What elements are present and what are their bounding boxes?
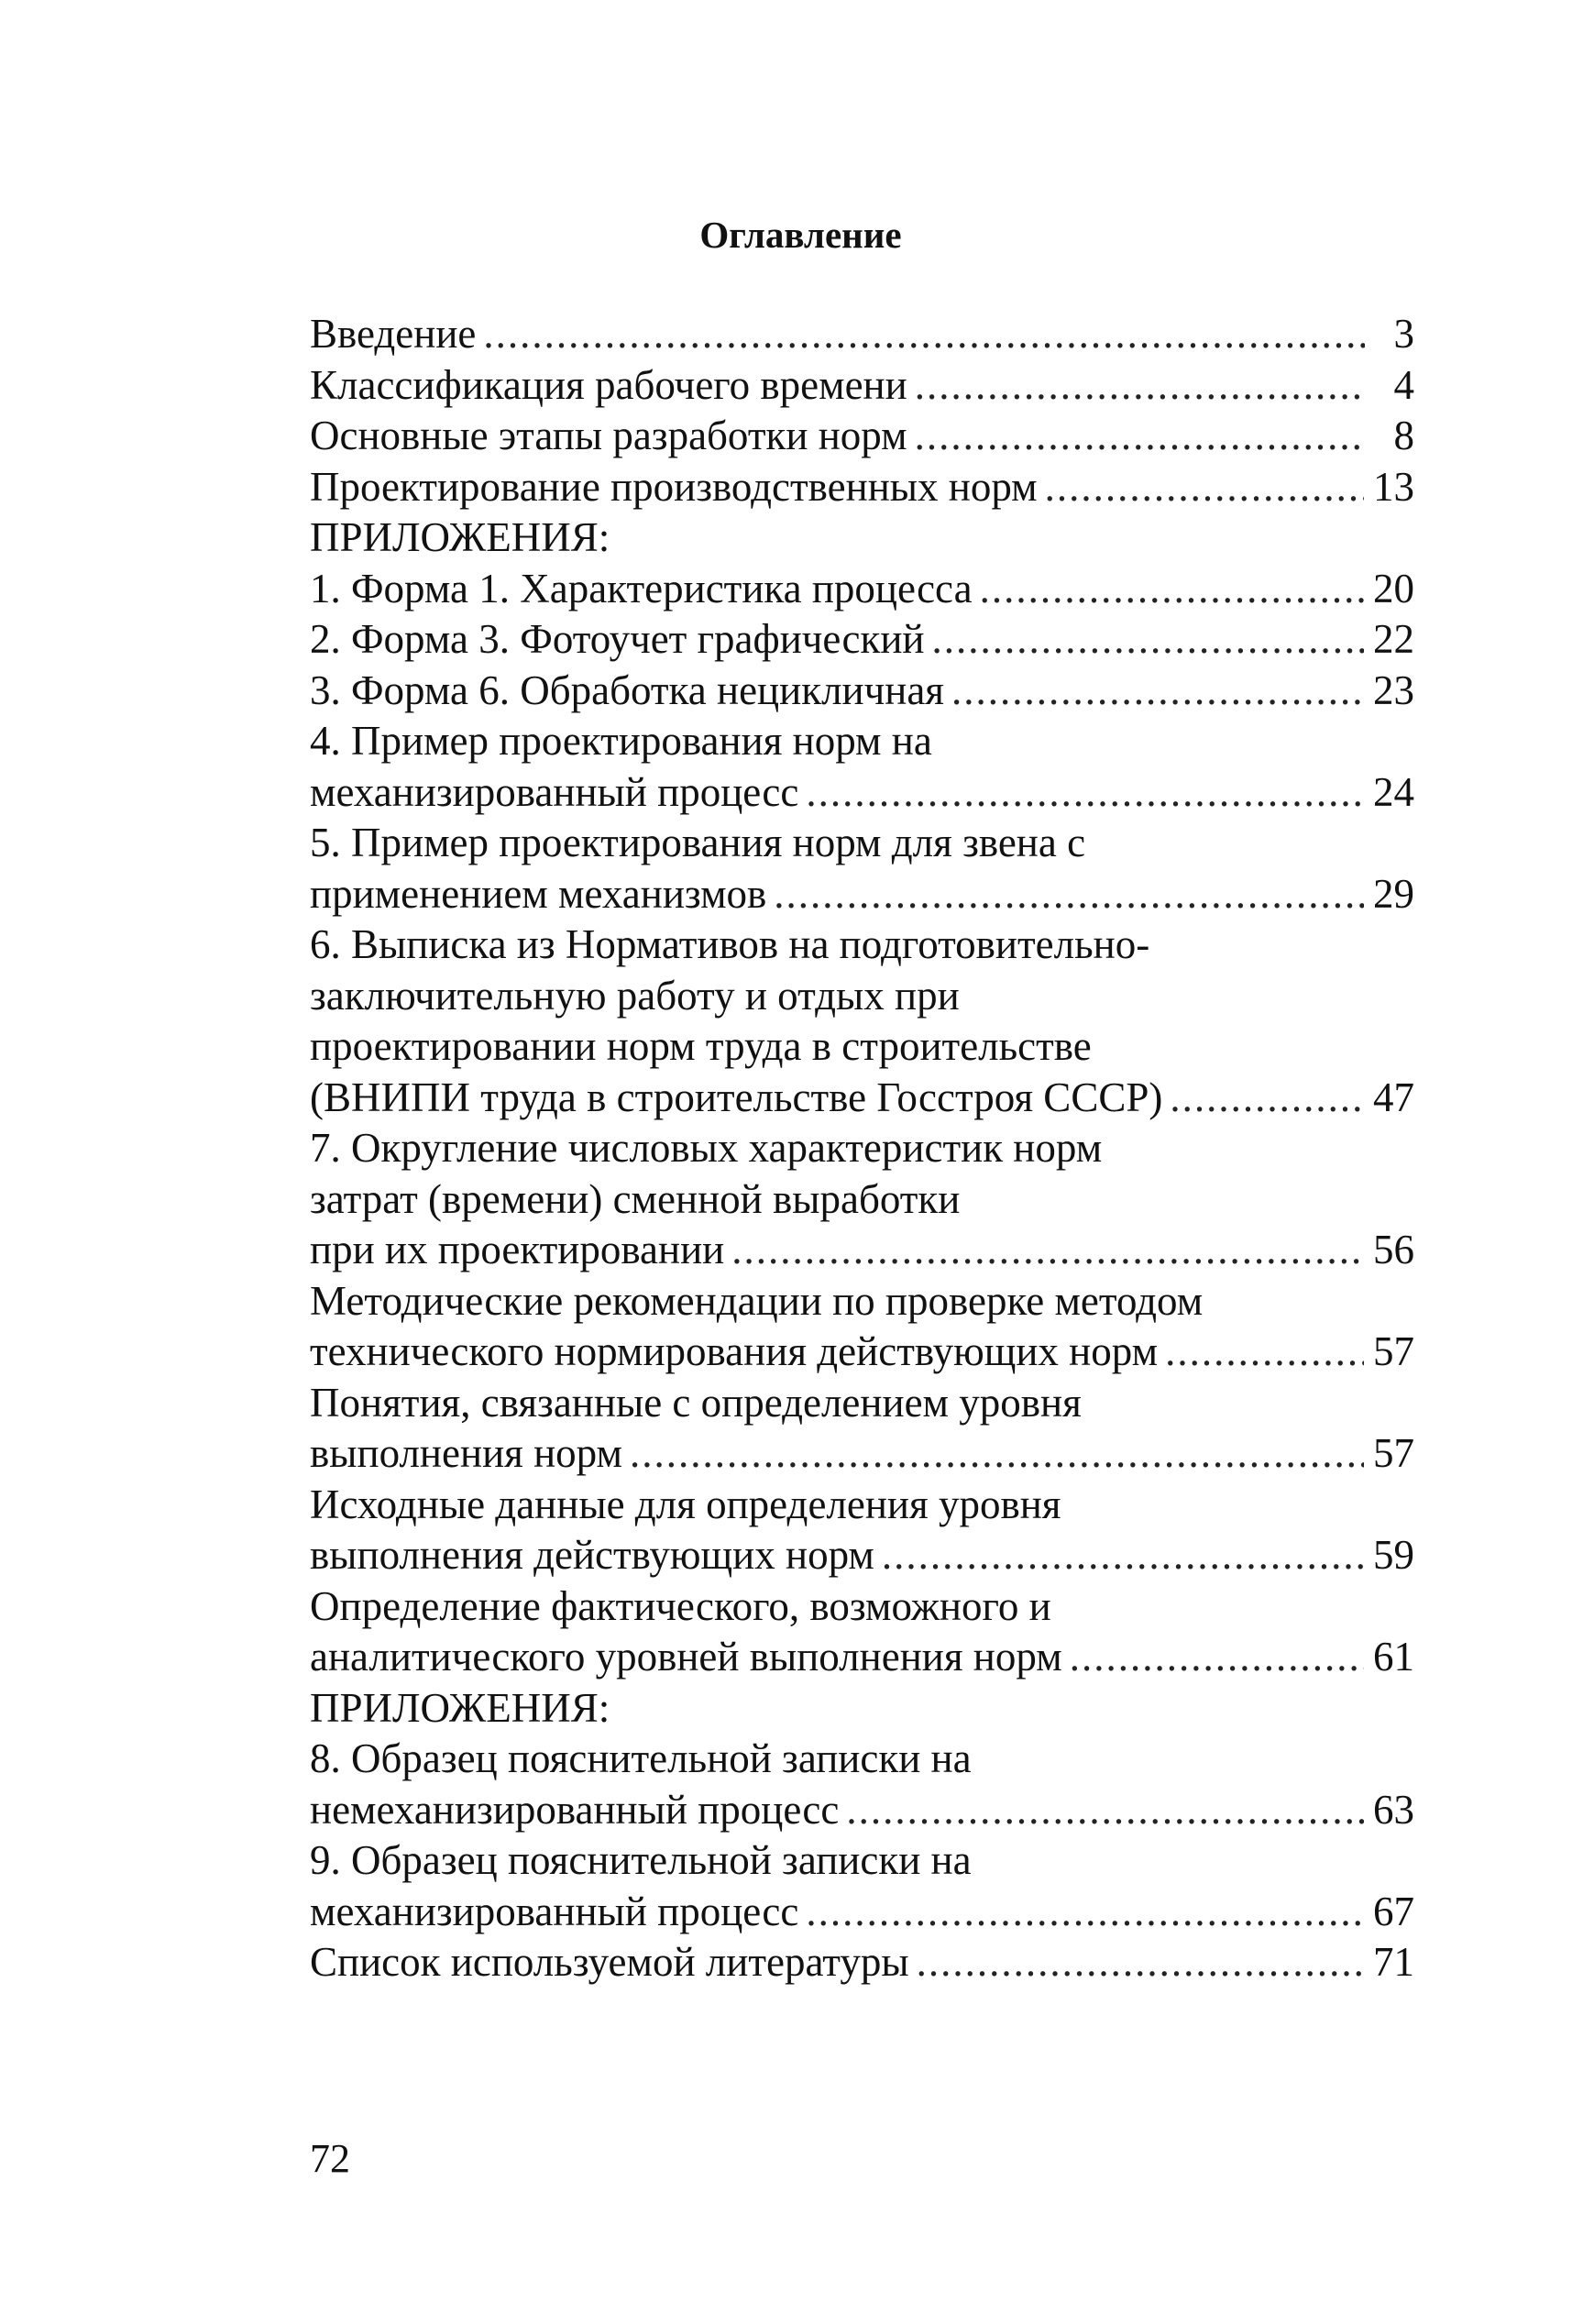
toc-entry-line	[310, 564, 1414, 615]
toc-page-number: 59	[1373, 1532, 1414, 1578]
dot-leader	[1170, 1073, 1364, 1124]
toc-entry-text: Определение фактического, возможного и	[310, 1582, 1051, 1629]
toc-entry-line	[310, 1785, 1414, 1836]
toc-entry	[310, 666, 1414, 717]
toc-entry-line	[310, 1835, 1414, 1887]
toc-entry-text: 7. Округление числовых характеристик норм	[310, 1125, 1103, 1171]
toc-entry-text: проектировании норм труда в строительстве	[310, 1023, 1092, 1069]
toc-entry-line	[310, 1378, 1414, 1429]
toc-entry	[310, 818, 1414, 920]
toc-page-number: 56	[1373, 1227, 1414, 1272]
dot-leader	[932, 614, 1365, 666]
dot-leader	[951, 666, 1364, 717]
toc-entry-text: 2. Форма 3. Фотоучет графический	[310, 616, 925, 662]
toc-entry-text: механизированный процесс	[310, 768, 799, 815]
dot-leader	[882, 1530, 1364, 1581]
dot-leader	[774, 869, 1364, 920]
toc-page-number: 22	[1373, 616, 1414, 662]
toc-entry-line	[310, 462, 1414, 513]
toc-entry	[310, 1937, 1414, 1988]
toc-entry	[310, 614, 1414, 666]
toc-entry	[310, 360, 1414, 412]
toc-page-number: 63	[1373, 1786, 1414, 1833]
toc-page-number: 13	[1373, 463, 1414, 510]
toc-entry-line	[310, 666, 1414, 717]
toc-entry-line	[310, 971, 1414, 1022]
toc-entry-text: Методические рекомендации по проверке методом	[310, 1277, 1204, 1324]
toc-entry-line	[310, 360, 1414, 412]
dot-leader	[1070, 1632, 1364, 1683]
toc-entry-line	[310, 1073, 1414, 1124]
toc-page-number: 8	[1393, 413, 1414, 458]
toc-entry-text: Введение	[310, 311, 477, 357]
toc-entry-line	[310, 1530, 1414, 1581]
toc-entry-text: затрат (времени) сменной выработки	[310, 1175, 961, 1222]
toc-entry-text: механизированный процесс	[310, 1888, 799, 1934]
toc-entry-line	[310, 818, 1414, 869]
toc-entry	[310, 1378, 1414, 1480]
page-title: Оглавление	[699, 214, 902, 256]
toc-page-number: 57	[1373, 1328, 1414, 1374]
toc-entry-line	[310, 614, 1414, 666]
toc-entry-text: применением механизмов	[310, 870, 767, 917]
dot-leader	[483, 309, 1365, 360]
toc-entry-line	[310, 1123, 1414, 1174]
toc-entry-text: 5. Пример проектирования норм для звена с	[310, 820, 1086, 865]
toc-entry-line	[310, 869, 1414, 920]
toc-entry-line	[310, 1937, 1414, 1988]
toc-entry	[310, 716, 1414, 818]
dot-leader	[917, 1937, 1364, 1988]
toc-page-number: 4	[1393, 361, 1414, 408]
toc-entry-text: 6. Выписка из Нормативов на подготовительно-	[310, 921, 1150, 967]
dot-leader	[846, 1785, 1364, 1836]
toc-entry-text: Основные этапы разработки норм	[310, 413, 907, 458]
toc-entry-line	[310, 1174, 1414, 1226]
toc-entry-line	[310, 767, 1414, 819]
toc-entry-line	[310, 1581, 1414, 1633]
toc-entry-text: Проектирование производственных норм	[310, 463, 1038, 510]
dot-leader	[915, 411, 1365, 462]
dot-leader	[1165, 1327, 1364, 1378]
toc-page-number: 71	[1373, 1939, 1414, 1985]
toc-section-heading	[310, 512, 1414, 564]
toc-entry-text: выполнения действующих норм	[310, 1532, 874, 1578]
toc-entry-line	[310, 1734, 1414, 1785]
toc-entry	[310, 411, 1414, 462]
toc-entry-text: Список используемой литературы	[310, 1939, 909, 1985]
toc-page-number: 3	[1393, 311, 1414, 357]
toc-entry-text: ПРИЛОЖЕНИЯ:	[310, 1684, 610, 1731]
toc-page-number: 57	[1373, 1430, 1414, 1476]
toc-entry	[310, 920, 1414, 1123]
toc-entry-line	[310, 1276, 1414, 1327]
toc-entry-text: Исходные данные для определения уровня	[310, 1481, 1061, 1527]
dot-leader	[731, 1225, 1364, 1276]
toc-entry-line	[310, 1225, 1414, 1276]
toc-entry-text: 1. Форма 1. Характеристика процесса	[310, 565, 973, 611]
toc-entry-text: 4. Пример проектирования норм на	[310, 718, 932, 764]
toc-entry-line	[310, 1327, 1414, 1378]
toc-entry-text: немеханизированный процесс	[310, 1786, 840, 1833]
toc-entry	[310, 1480, 1414, 1581]
toc-page-number: 24	[1373, 768, 1414, 815]
toc-entry-text: Понятия, связанные с определением уровня	[310, 1379, 1082, 1426]
toc-page-number: 61	[1373, 1634, 1414, 1680]
toc-entry-text: 8. Образец пояснительной записки на	[310, 1735, 972, 1781]
toc-entry-line	[310, 1632, 1414, 1683]
toc-page-number: 23	[1373, 666, 1414, 713]
toc-entry-line	[310, 920, 1414, 971]
toc-entry	[310, 1581, 1414, 1683]
toc-entry-line	[310, 1887, 1414, 1938]
toc-entry-text: (ВНИПИ труда в строительстве Госстроя СССР)	[310, 1074, 1163, 1120]
toc-entry-text: при их проектировании	[310, 1227, 725, 1272]
dot-leader	[1045, 462, 1364, 513]
toc-section-heading	[310, 1683, 1414, 1735]
dot-leader	[806, 767, 1364, 819]
toc-entry	[310, 1123, 1414, 1276]
toc-page-number: 29	[1373, 870, 1414, 917]
toc-page-number: 67	[1373, 1888, 1414, 1934]
toc-entry-text: аналитического уровней выполнения норм	[310, 1634, 1062, 1680]
toc-entry	[310, 309, 1414, 360]
dot-leader	[630, 1428, 1364, 1480]
dot-leader	[980, 564, 1364, 615]
toc-entry-line	[310, 716, 1414, 767]
toc-entry-line	[310, 512, 1414, 564]
toc-entry	[310, 1276, 1414, 1378]
toc-entry	[310, 564, 1414, 615]
toc-entry-line	[310, 1683, 1414, 1735]
toc-entry-text: технического нормирования действующих норм	[310, 1328, 1159, 1374]
toc-page-number: 47	[1373, 1074, 1414, 1120]
dot-leader	[806, 1887, 1364, 1938]
toc-entry	[310, 1734, 1414, 1835]
page-number: 72	[310, 2136, 350, 2181]
toc-entry	[310, 1835, 1414, 1937]
toc-page-number: 20	[1373, 565, 1414, 611]
toc-entry-text: заключительную работу и отдых при	[310, 972, 960, 1019]
toc-entry-line	[310, 411, 1414, 462]
toc-entry-text: выполнения норм	[310, 1430, 622, 1476]
toc-entry	[310, 462, 1414, 513]
table-of-contents	[310, 309, 1414, 1988]
toc-entry-line	[310, 309, 1414, 360]
toc-entry-text: ПРИЛОЖЕНИЯ:	[310, 514, 610, 560]
toc-entry-line	[310, 1021, 1414, 1073]
toc-entry-text: Классификация рабочего времени	[310, 361, 907, 408]
toc-entry-line	[310, 1480, 1414, 1531]
toc-entry-text: 3. Форма 6. Обработка нецикличная	[310, 666, 945, 713]
toc-entry-text: 9. Образец пояснительной записки на	[310, 1837, 972, 1883]
dot-leader	[915, 360, 1365, 412]
toc-entry-line	[310, 1428, 1414, 1480]
